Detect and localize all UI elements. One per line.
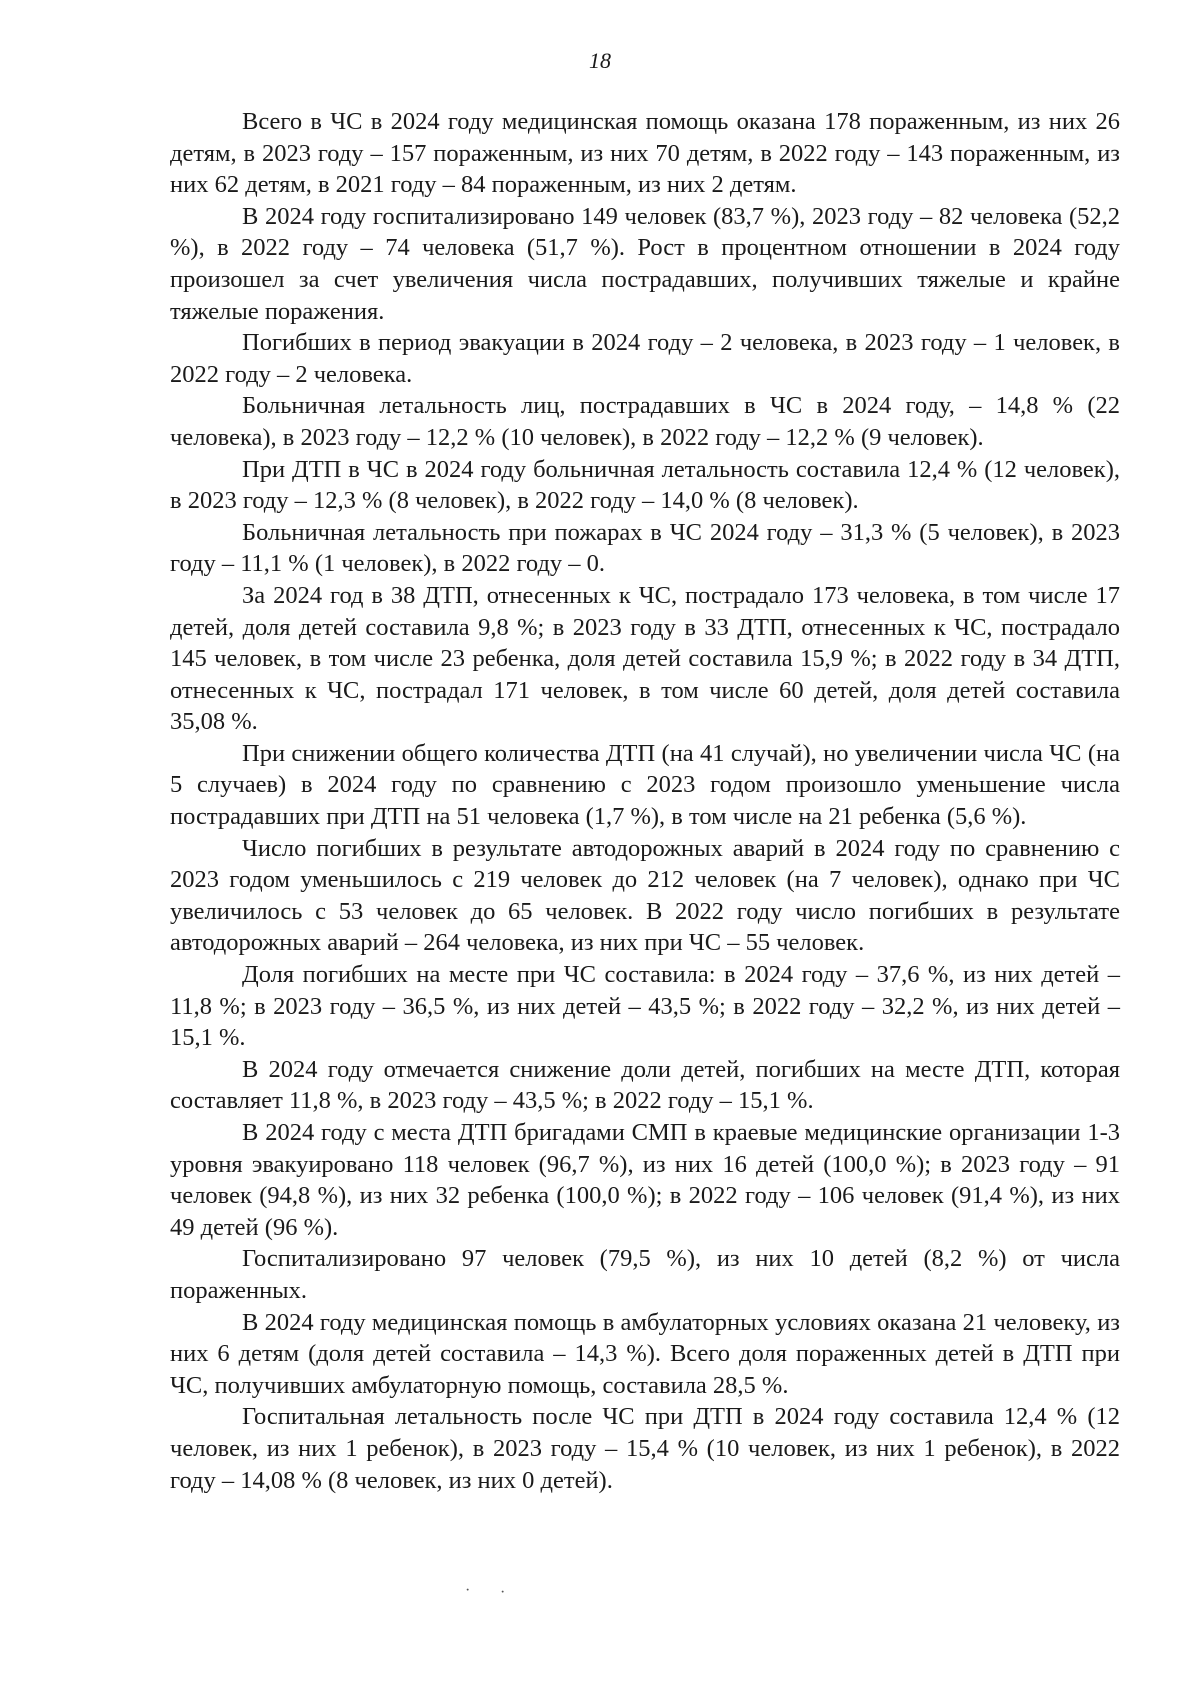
paragraph-9: Число погибших в результате автодорожных аварий в 2024 году по сравнению с 2023 годом уменьшилось с 219 человек до 212 человек (на 7 человек), однако при ЧС увеличилось с 53 человек до 65 человек. В 2022 году число погибших в результате автодорожных аварий – 264 человека, из них при ЧС – 55 человек. [170,834,1120,957]
paragraph-13: Госпитализировано 97 человек (79,5 %), из них 10 детей (8,2 %) от числа пораженных. [170,1245,1120,1304]
paragraph-10: Доля погибших на месте при ЧС составила: в 2024 году – 37,6 %, из них детей – 11,8 %; в 2023 году – 36,5 %, из них детей – 43,5 %; в 2022 году – 32,2 %, из них детей – 15,1 %. [170,961,1120,1052]
paragraph-5: При ДТП в ЧС в 2024 году больничная летальность составила 12,4 % (12 человек), в 2023 году – 12,3 % (8 человек), в 2022 году – 14,0 % (8 человек). [170,455,1120,515]
paragraph-12: В 2024 году с места ДТП бригадами СМП в краевые медицинские организации 1-3 уровня эвакуировано 118 человек (96,7 %), из них 16 детей (100,0 %); в 2023 году – 91 человек (94,8 %), из них 32 ребенка (100,0 %); в 2022 году – 106 человек (91,4 %), из них 49 детей (96 %). [170,1119,1120,1241]
paragraph-6: Больничная летальность при пожарах в ЧС 2024 году – 31,3 % (5 человек), в 2023 году – 11,1 % (1 человек), в 2022 году – 0. [170,518,1120,578]
paragraph-4: Больничная летальность лиц, пострадавших в ЧС в 2024 году, – 14,8 % (22 человека), в 2023 году – 12,2 % (10 человек), в 2022 году – 12,2 % (9 человек). [170,392,1120,451]
paragraph-2: В 2024 году госпитализировано 149 человек (83,7 %), 2023 году – 82 человека (52,2 %), в 2022 году – 74 человека (51,7 %). Рост в процентном отношении в 2024 году произошел за счет увеличения числа пострадавших, получивших тяжелые и крайне тяжелые поражения. [170,202,1120,325]
paragraph-14: В 2024 году медицинская помощь в амбулаторных условиях оказана 21 человеку, из них 6 детям (доля детей составила – 14,3 %). Всего доля пораженных детей в ДТП при ЧС, получивших амбулаторную помощь, составила 28,5 %. [170,1308,1120,1399]
paragraph-1: Всего в ЧС в 2024 году медицинская помощь оказана 178 пораженным, из них 26 детям, в 2023 году – 157 пораженным, из них 70 детям, в 2022 году – 143 пораженным, из них 62 детям, в 2021 году – 84 пораженным, из них 2 детям. [170,108,1120,199]
scan-speck: · [500,1584,506,1601]
scan-speck: · [465,1582,471,1599]
paragraph-11: В 2024 году отмечается снижение доли детей, погибших на месте ДТП, которая составляет 11,8 %, в 2023 году – 43,5 %; в 2022 году – 15,1 %. [170,1055,1120,1115]
paragraph-15: Госпитальная летальность после ЧС при ДТП в 2024 году составила 12,4 % (12 человек, из них 1 ребенок), в 2023 году – 15,4 % (10 человек, из них 1 ребенок), в 2022 году – 14,08 % (8 человек, из них 0 детей). [170,1403,1120,1494]
paragraph-8: При снижении общего количества ДТП (на 41 случай), но увеличении числа ЧС (на 5 случаев) в 2024 году по сравнению с 2023 годом произошло уменьшение числа пострадавших при ДТП на 51 человека (1,7 %), в том числе на 21 ребенка (5,6 %). [170,739,1120,831]
page-number: 18 [589,48,611,73]
paragraph-7: За 2024 год в 38 ДТП, отнесенных к ЧС, пострадало 173 человека, в том числе 17 детей, доля детей составила 9,8 %; в 2023 году в 33 ДТП, отнесенных к ЧС, пострадало 145 человек, в том числе 23 ребенка, доля детей составила 15,9 %; в 2022 году в 34 ДТП, отнесенных к ЧС, пострадал 171 человек, в том числе 60 детей, доля детей составила 35,08 %. [170,581,1120,736]
paragraph-3: Погибших в период эвакуации в 2024 году – 2 человека, в 2023 году – 1 человек, в 2022 году – 2 человека. [170,329,1120,388]
document-body [170,106,1120,1496]
